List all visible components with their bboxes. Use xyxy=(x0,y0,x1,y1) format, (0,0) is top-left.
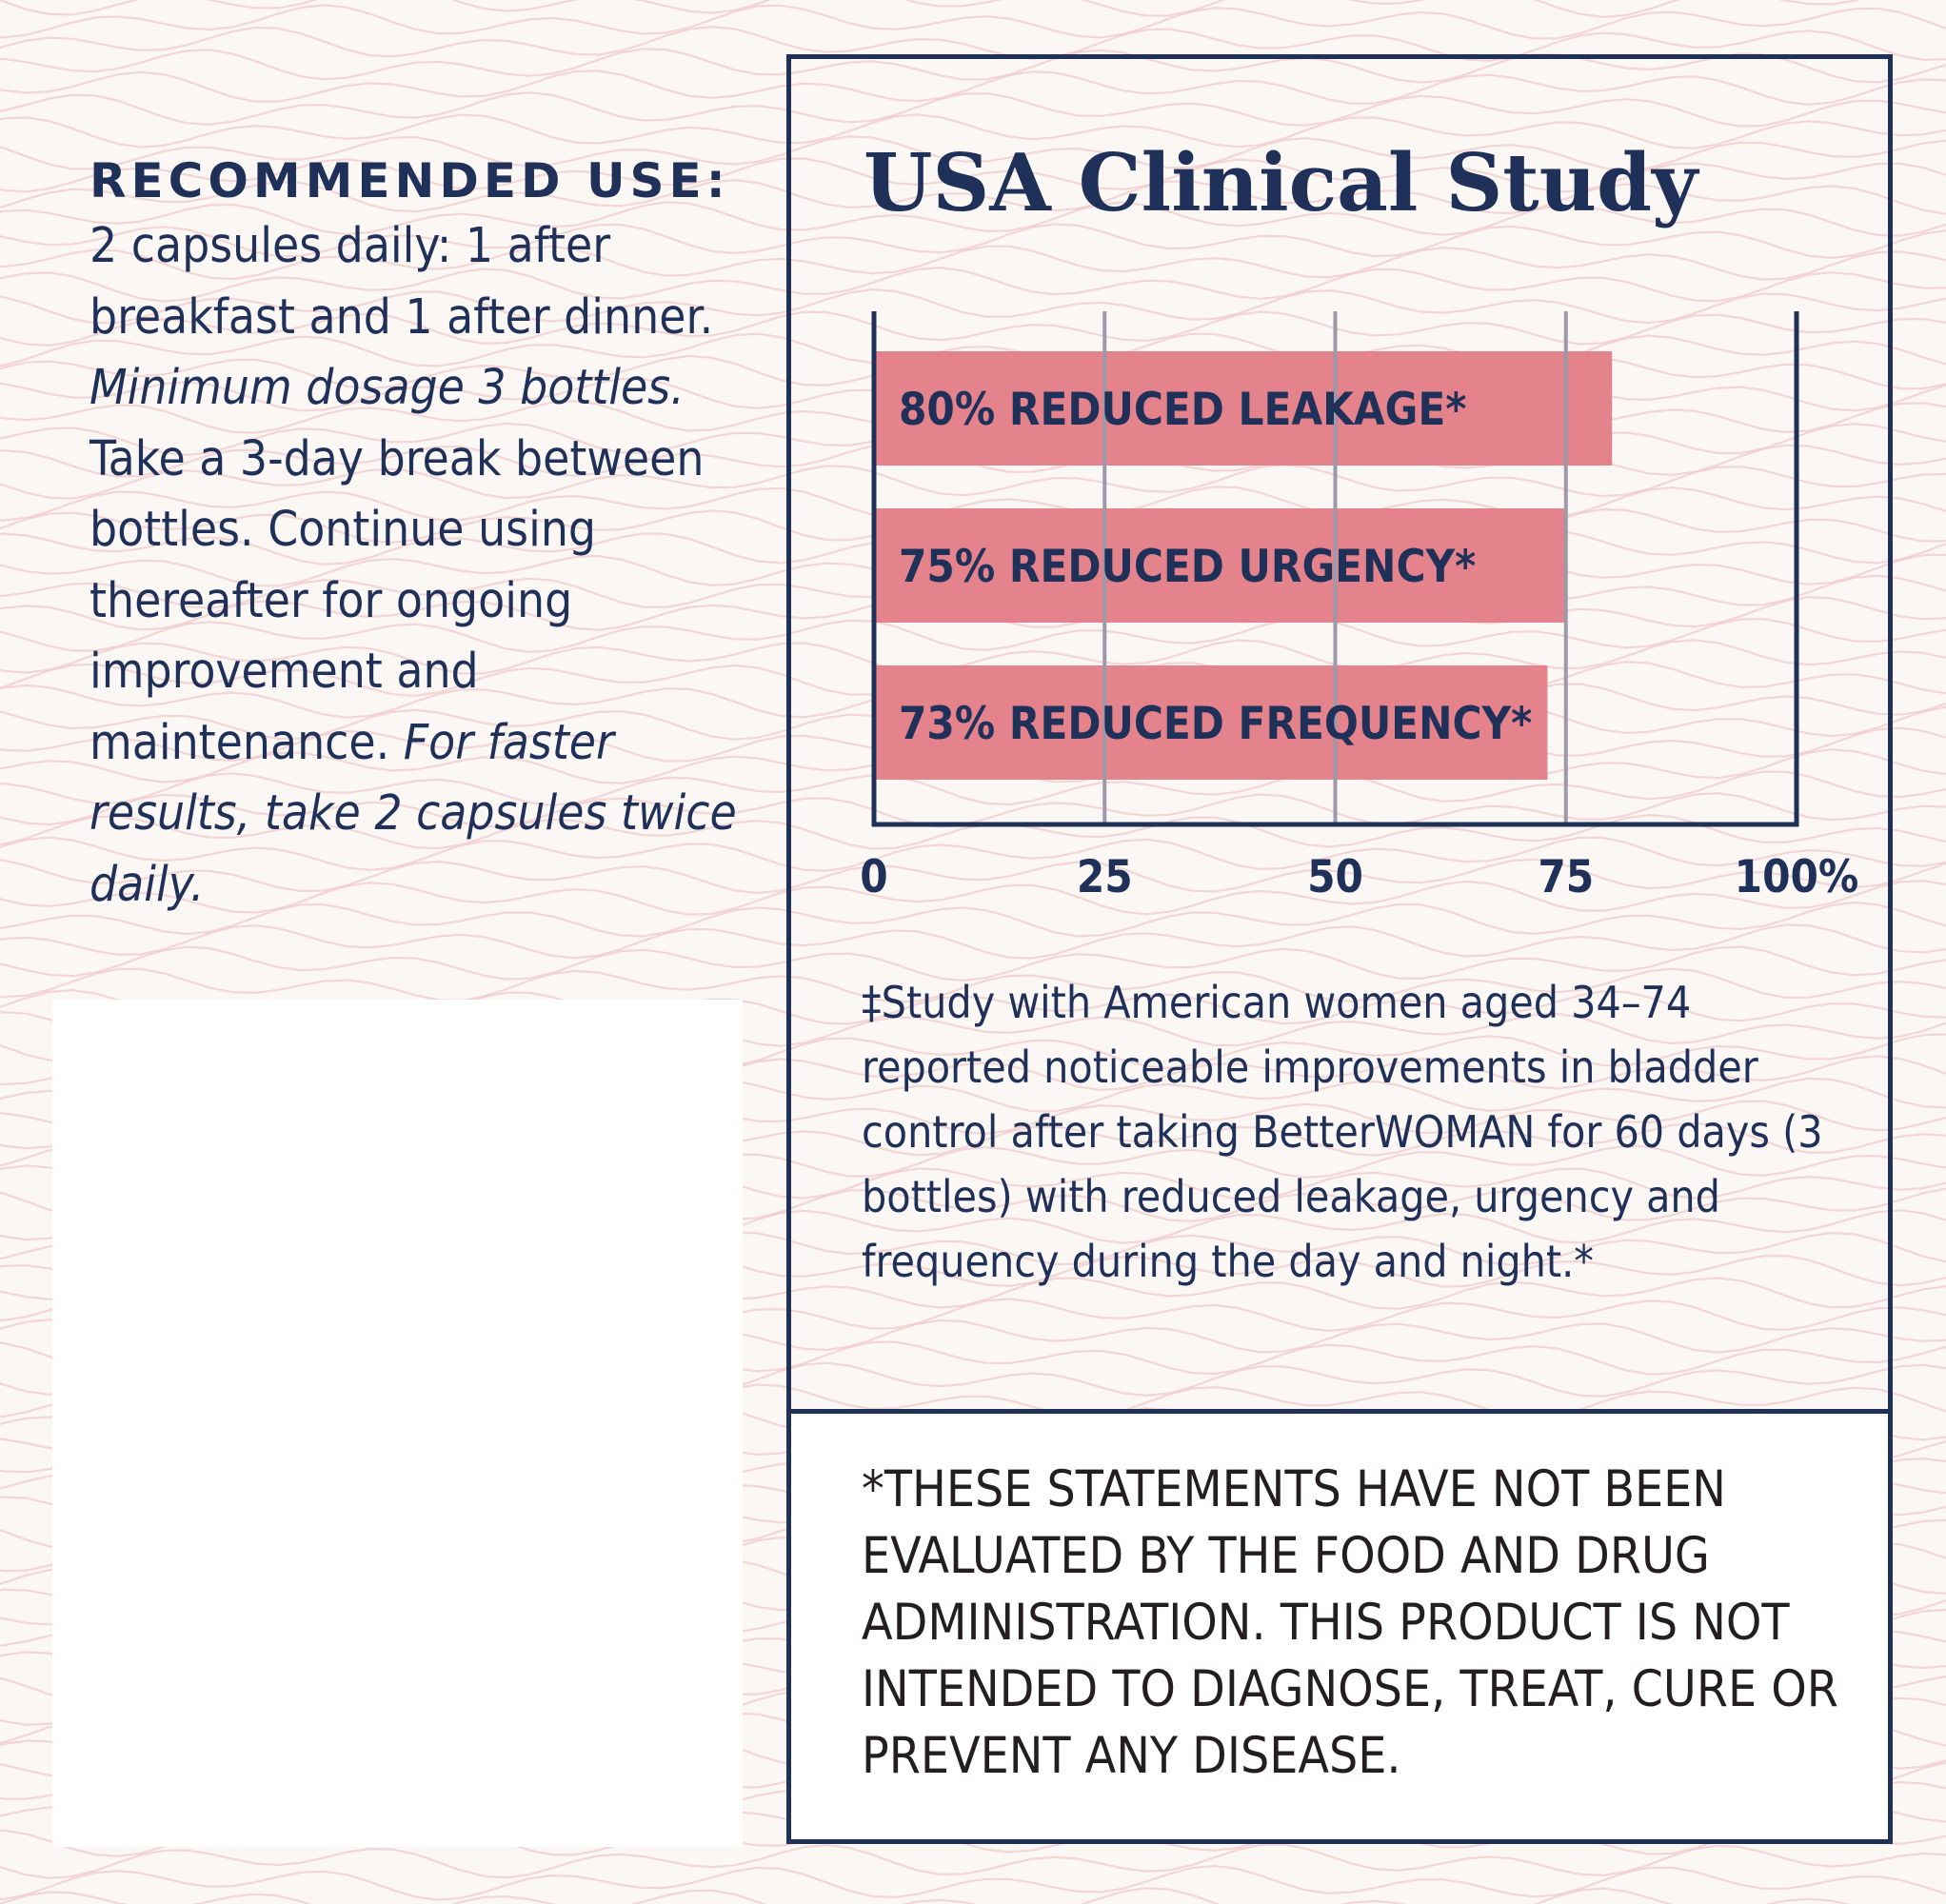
wavy-line xyxy=(0,1845,1946,1878)
clinical-study-box xyxy=(786,54,1893,1844)
blank-white-panel xyxy=(52,1000,743,1847)
x-tick-label-100: 100% xyxy=(1734,851,1859,903)
study-footnote: ‡Study with American women aged 34–74 reported noticeable improvements in bladder control after taking BetterWOMAN for 60 days (3 bottles) with reduced leakage, urgency and frequency during the day and night.* xyxy=(862,977,1823,1287)
minimum-dosage-note: Minimum dosage 3 bottles. xyxy=(89,360,685,416)
faster-results-note: For faster results, take 2 capsules twice daily. xyxy=(89,714,737,913)
x-tick-label-50: 50 xyxy=(1307,851,1363,903)
recommended-use-text xyxy=(89,211,756,921)
bar-label-1: 80% REDUCED LEAKAGE* xyxy=(899,384,1467,436)
recommended-use-section xyxy=(89,150,756,921)
x-tick-label-75: 75 xyxy=(1538,851,1595,903)
wavy-line xyxy=(0,1888,1946,1904)
chart-title: USA Clinical Study xyxy=(864,136,1698,229)
dosage-instructions: 2 capsules daily: 1 after breakfast and 1 after dinner. xyxy=(89,218,714,346)
fda-disclaimer: *THESE STATEMENTS HAVE NOT BEEN EVALUATED BY THE FOOD AND DRUG ADMINISTRATION. THIS PRODUCT IS NOT INTENDED TO DIAGNOSE, TREAT, CURE OR PREVENT ANY DISEASE. xyxy=(862,1460,1838,1785)
box-divider xyxy=(791,1409,1888,1414)
wavy-line xyxy=(0,5,1946,38)
bar-label-2: 75% REDUCED URGENCY* xyxy=(899,541,1477,593)
recommended-use-heading: RECOMMENDED USE: xyxy=(89,153,730,208)
clinical-study-bar-chart xyxy=(791,59,1888,916)
break-instructions: Take a 3-day break between bottles. Continue using thereafter for ongoing improvement and maintenance. xyxy=(89,430,705,771)
wavy-line xyxy=(0,0,1946,17)
x-tick-label-25: 25 xyxy=(1076,851,1133,903)
bar-label-3: 73% REDUCED FREQUENCY* xyxy=(899,698,1533,750)
x-tick-label-0: 0 xyxy=(860,851,888,903)
wavy-line xyxy=(0,1866,1946,1900)
